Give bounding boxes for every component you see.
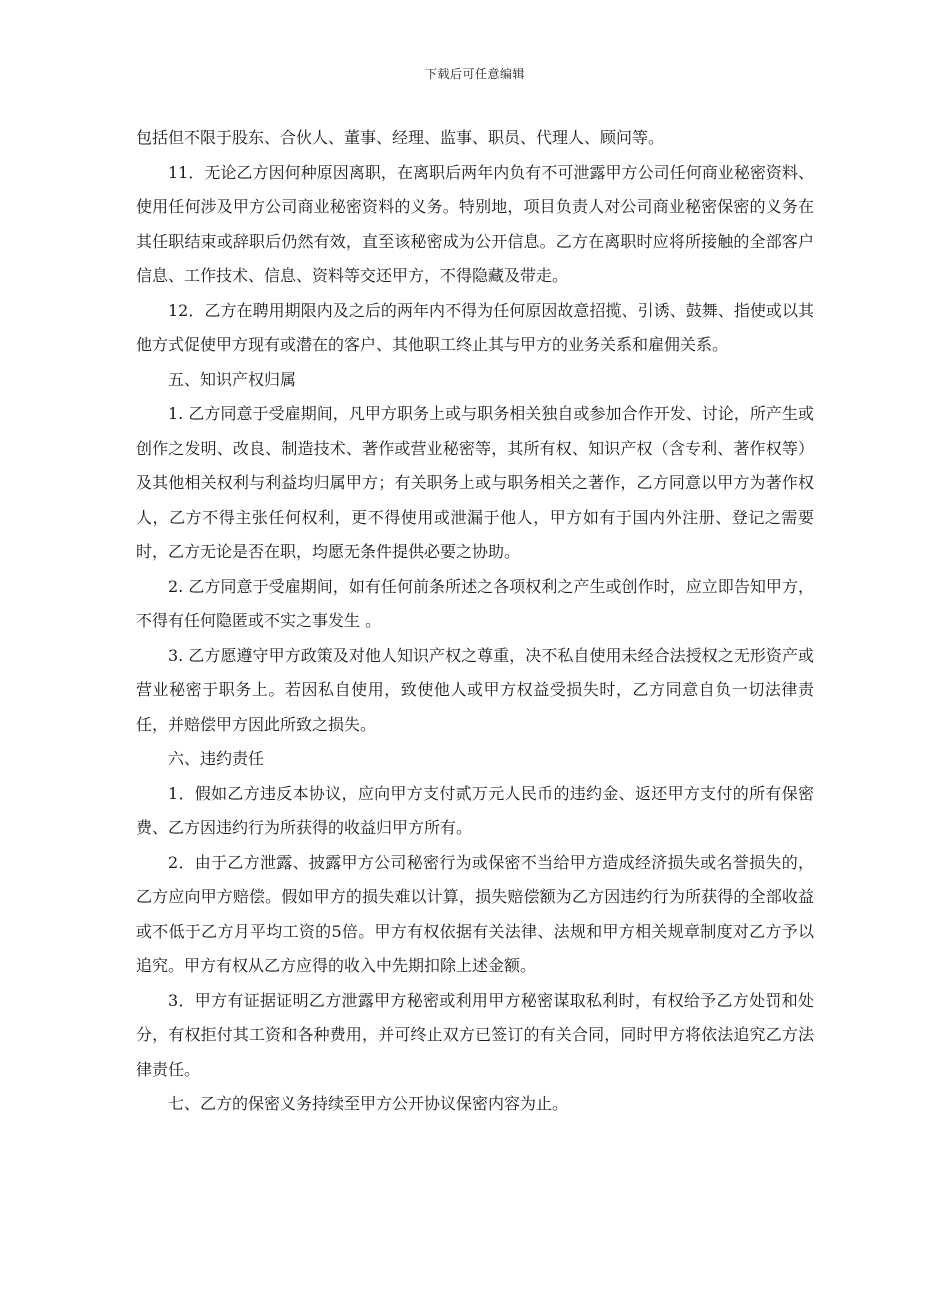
paragraph-ip-1: 1. 乙方同意于受雇期间，凡甲方职务上或与职务相关独自或参加合作开发、讨论，所产生或创作之发明、改良、制造技术、著作或营业秘密等，其所有权、知识产权（含专利、著作权等）及其他相关权利与利益均归属甲方；有关职务上或与职务相关之著作，乙方同意以甲方为著作权人，乙方不得主张任何权利，更不得使用或泄漏于他人，甲方如有于国内外注册、登记之需要时，乙方无论是否在职，均愿无条件提供必要之协助。 bbox=[136, 404, 814, 561]
section-heading-ip: 五、知识产权归属 bbox=[168, 369, 297, 389]
section-heading-liability: 六、违约责任 bbox=[168, 749, 265, 768]
paragraph-ip-2: 2. 乙方同意于受雇期间，如有任何前条所述之各项权利之产生或创作时，应立即告知甲方，不得有任何隐匿或不实之事发生 。 bbox=[136, 576, 814, 630]
paragraph-ip-3: 3. 乙方愿遵守甲方政策及对他人知识产权之尊重，决不私自使用未经合法授权之无形资产或营业秘密于职务上。若因私自使用，致使他人或甲方权益受损失时，乙方同意自负一切法律责任，并赔偿甲方因此所致之损失。 bbox=[136, 645, 814, 734]
paragraph-liability-3: 3．甲方有证据证明乙方泄露甲方秘密或利用甲方秘密谋取私利时，有权给予乙方处罚和处分，有权拒付其工资和各种费用，并可终止双方已签订的有关合同，同时甲方将依法追究乙方法律责任。 bbox=[136, 990, 814, 1079]
section-heading-duration: 七、乙方的保密义务持续至甲方公开协议保密内容为止。 bbox=[168, 1094, 569, 1113]
paragraph-liability-1: 1．假如乙方违反本协议，应向甲方支付贰万元人民币的违约金、返还甲方支付的所有保密费、乙方因违约行为所获得的收益归甲方所有。 bbox=[136, 783, 814, 837]
paragraph-clause-11: 11．无论乙方因何种原因离职，在离职后两年内负有不可泄露甲方公司任何商业秘密资料、使用任何涉及甲方公司商业秘密资料的义务。特别地，项目负责人对公司商业秘密保密的义务在其任职结束或辞职后仍然有效，直至该秘密成为公开信息。乙方在离职时应将所接触的全部客户信息、工作技术、信息、资料等交还甲方，不得隐藏及带走。 bbox=[136, 162, 814, 285]
paragraph-liability-2: 2．由于乙方泄露、披露甲方公司秘密行为或保密不当给甲方造成经济损失或名誉损失的，乙方应向甲方赔偿。假如甲方的损失难以计算，损失赔偿额为乙方因违约行为所获得的全部收益或不低于乙方月平均工资的5倍。甲方有权依据有关法律、法规和甲方相关规章制度对乙方予以追究。甲方有权从乙方应得的收入中先期扣除上述金额。 bbox=[136, 852, 814, 975]
paragraph-continuation: 包括但不限于股东、合伙人、董事、经理、监事、职员、代理人、顾问等。 bbox=[136, 128, 665, 147]
document-body bbox=[136, 121, 814, 1122]
page-header: 下载后可任意编辑 bbox=[424, 67, 525, 81]
paragraph-clause-12: 12．乙方在聘用期限内及之后的两年内不得为任何原因故意招揽、引诱、鼓舞、指使或以其他方式促使甲方现有或潜在的客户、其他职工终止其与甲方的业务关系和雇佣关系。 bbox=[136, 300, 814, 354]
